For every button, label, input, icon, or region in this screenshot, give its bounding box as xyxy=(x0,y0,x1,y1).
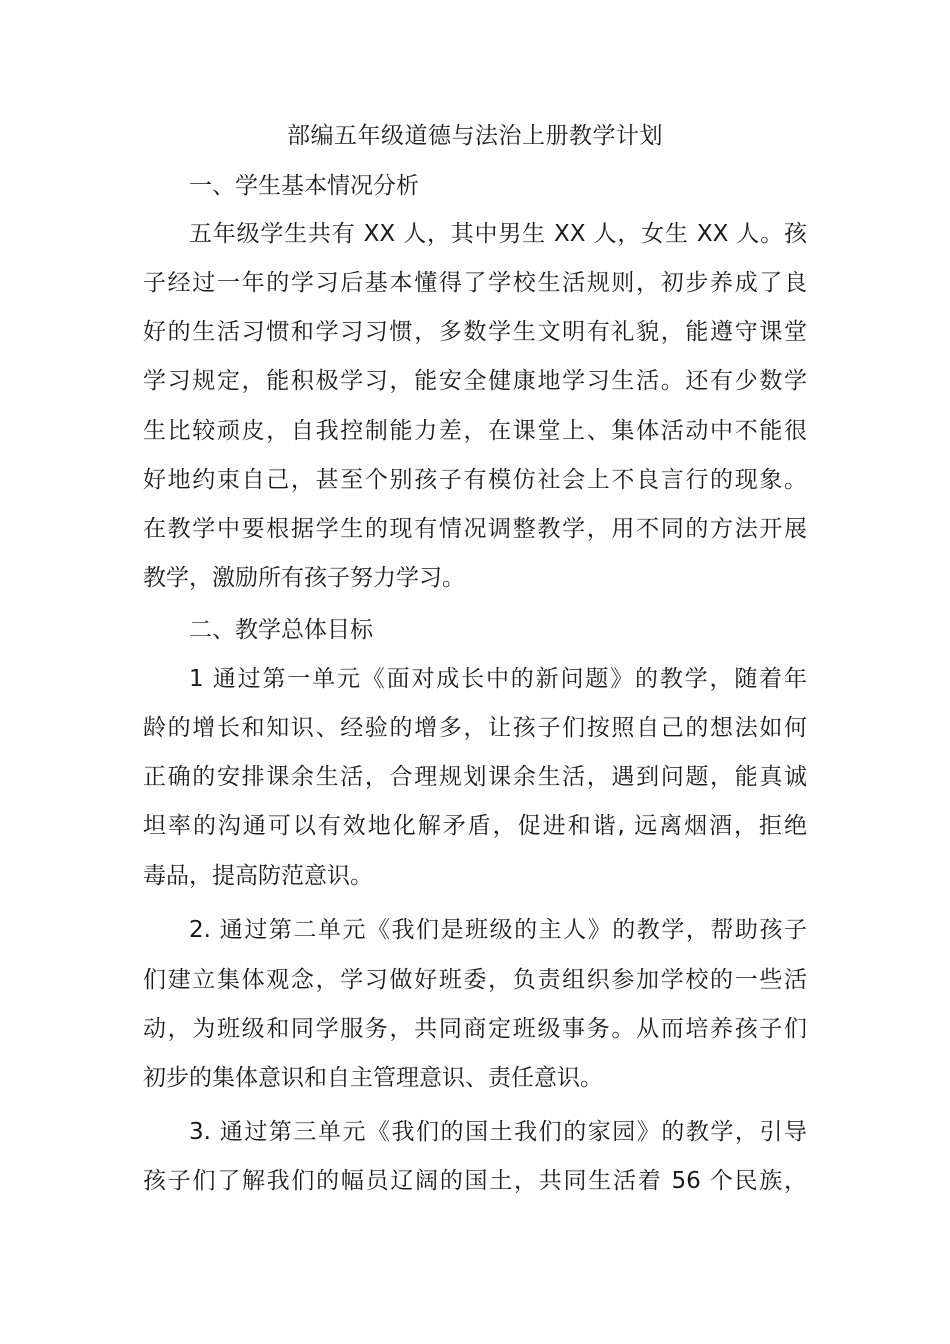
goal-item-line: 1 通过第一单元《面对成长中的新问题》的教学，随着年 xyxy=(189,666,807,692)
goal-item-line: 孩子们了解我们的幅员辽阔的国土，共同生活着 56 个民族， xyxy=(143,1168,807,1194)
document-title: 部编五年级道德与法治上册教学计划 xyxy=(287,123,663,149)
paragraph-line: 子经过一年的学习后基本懂得了学校生活规则，初步养成了良 xyxy=(143,270,807,296)
goal-item-line: 正确的安排课余生活，合理规划课余生活，遇到问题，能真诚 xyxy=(143,764,807,790)
paragraph-line: 学习规定，能积极学习，能安全健康地学习生活。还有少数学 xyxy=(143,368,807,394)
goal-item-line: 毒品，提高防范意识。 xyxy=(143,863,373,889)
goal-item-line: 3. 通过第三单元《我们的国土我们的家园》的教学，引导 xyxy=(189,1119,807,1145)
paragraph-line: 好的生活习惯和学习习惯，多数学生文明有礼貌，能遵守课堂 xyxy=(143,319,807,345)
goal-item-line: 龄的增长和知识、经验的增多，让孩子们按照自己的想法如何 xyxy=(143,715,807,741)
goal-item-line: 坦率的沟通可以有效地化解矛盾，促进和谐, 远离烟酒，拒绝 xyxy=(143,813,807,839)
goal-item-line: 们建立集体观念，学习做好班委，负责组织参加学校的一些活 xyxy=(143,967,807,993)
goal-item-line: 动，为班级和同学服务，共同商定班级事务。从而培养孩子们 xyxy=(143,1016,807,1042)
paragraph-line: 好地约束自己，甚至个别孩子有模仿社会上不良言行的现象。 xyxy=(143,467,807,493)
section-heading-teaching-goals: 二、教学总体目标 xyxy=(189,617,373,643)
paragraph-line: 五年级学生共有 XX 人，其中男生 XX 人，女生 XX 人。孩 xyxy=(189,221,807,247)
goal-item-line: 2. 通过第二单元《我们是班级的主人》的教学，帮助孩子 xyxy=(189,917,807,943)
paragraph-line: 教学，激励所有孩子努力学习。 xyxy=(143,565,465,591)
section-heading-student-analysis: 一、学生基本情况分析 xyxy=(189,173,419,199)
paragraph-line: 在教学中要根据学生的现有情况调整教学，用不同的方法开展 xyxy=(143,516,807,542)
goal-item-line: 初步的集体意识和自主管理意识、责任意识。 xyxy=(143,1065,603,1091)
paragraph-line: 生比较顽皮，自我控制能力差，在课堂上、集体活动中不能很 xyxy=(143,418,807,444)
